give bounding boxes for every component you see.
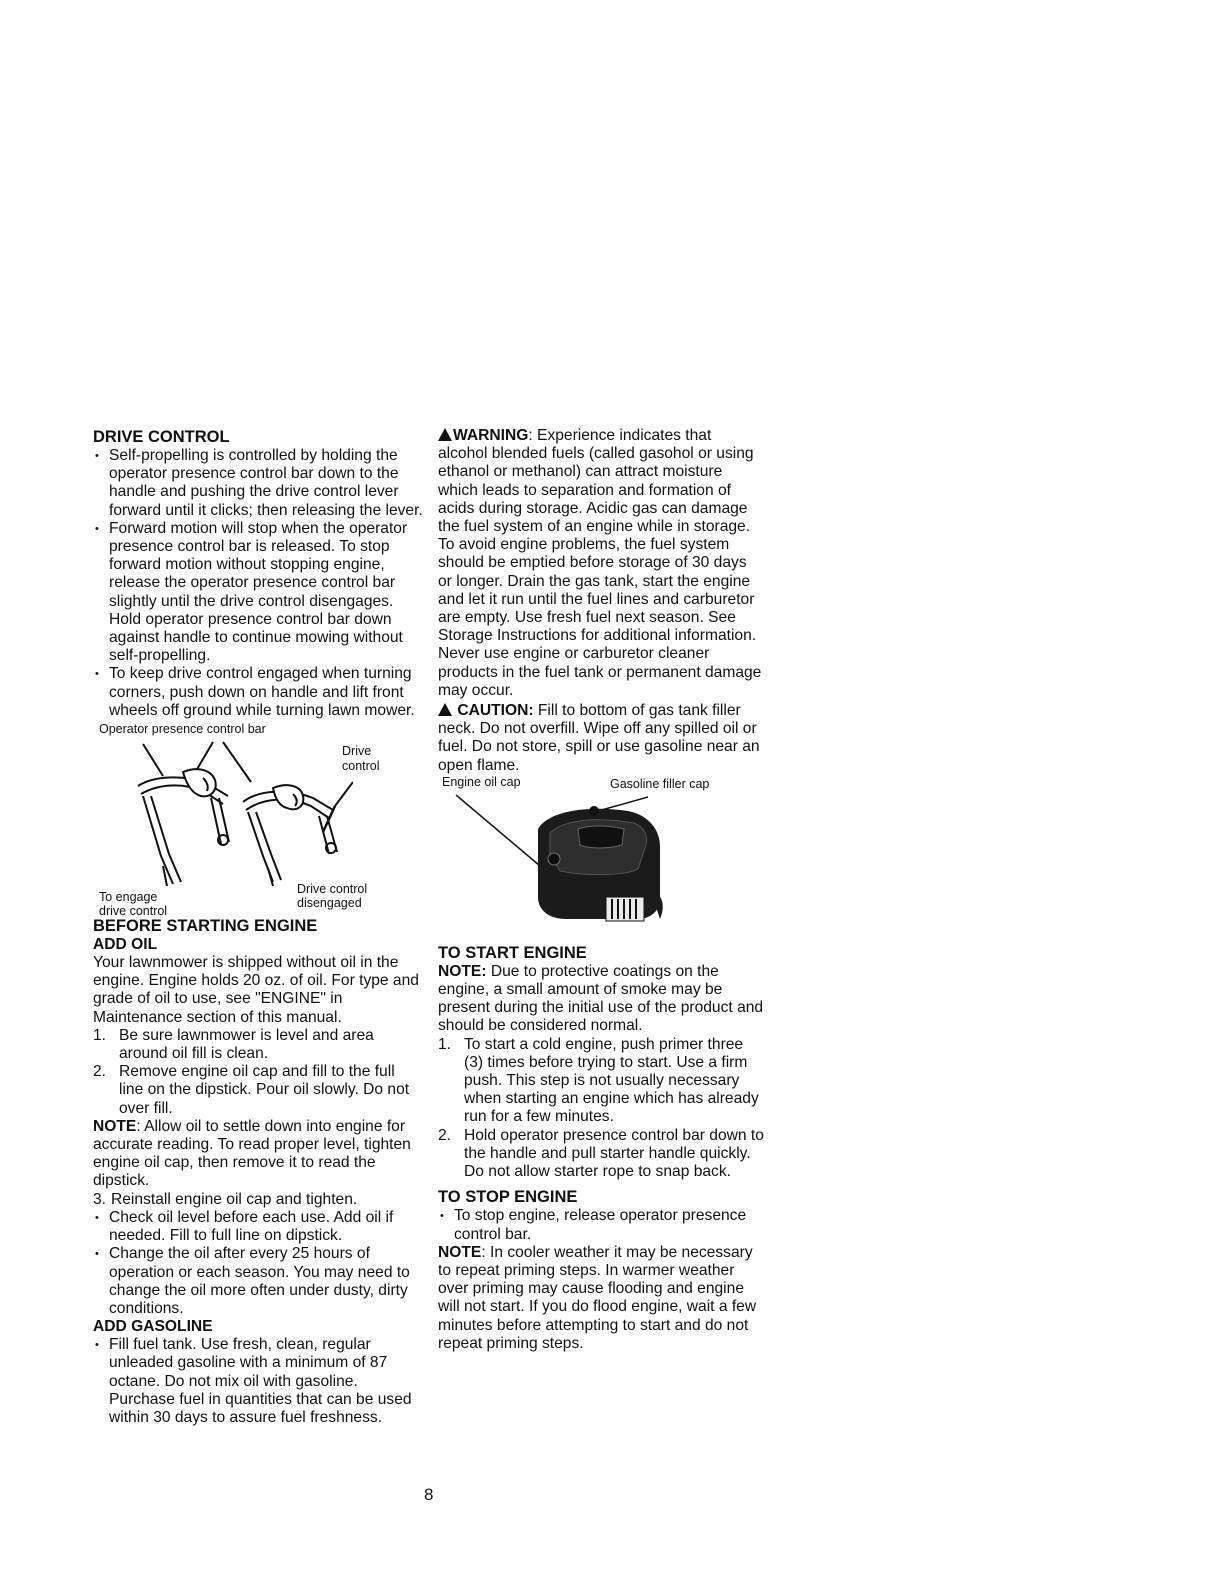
note-label: NOTE bbox=[93, 1117, 137, 1135]
step-number: 2. bbox=[93, 1063, 107, 1081]
step-number: 2. bbox=[438, 1126, 452, 1144]
engage-label-2: drive control bbox=[99, 904, 168, 919]
step-number: 1. bbox=[438, 1035, 452, 1053]
step-text: Hold operator presence control bar down to the handle and pull starter handle quickly. Do not allow starter rope to snap back. bbox=[464, 1126, 764, 1181]
list-item bbox=[93, 1063, 423, 1118]
list-item: • Self-propelling is controlled by holding the operator presence control bar down to the handle and pushing the drive control lever forward until it clicks; then releasing the lever. bbox=[93, 447, 423, 520]
operator-bar-label: Operator presence control bar bbox=[99, 722, 266, 737]
to-start-note bbox=[438, 963, 764, 1036]
step-text: Remove engine oil cap and fill to the full line on the dipstick. Pour oil slowly. Do not over fill. bbox=[119, 1063, 410, 1117]
to-start-steps bbox=[438, 1036, 764, 1182]
step-text: Reinstall engine oil cap and tighten. bbox=[111, 1190, 358, 1208]
left-column bbox=[93, 427, 423, 1427]
add-oil-steps bbox=[93, 1027, 423, 1118]
step-number: 3. bbox=[93, 1190, 107, 1208]
warning-text: : Experience indicates that alcohol blended fuels (called gasohol or using ethanol or methanol) can attract moisture which leads to separation and formation of acids during storage. Acidic gas can damage the fuel system of an engine while in storage. To avoid engine problems, the fuel system should be emptied before storage of 30 days or longer. Drain the gas tank, start the engine and let it run until the fuel lines and carburetor are empty. Use fresh fuel next season. See Storage Instructions for additional information. Never use engine or carburetor cleaner products in the fuel tank or permanent damage may occur. bbox=[438, 427, 762, 699]
list-item: • Change the oil after every 25 hours of operation or each season. You may need to change the oil more often under dusty, dirty conditions. bbox=[93, 1245, 423, 1318]
handle-figure bbox=[93, 722, 423, 918]
list-item bbox=[93, 1027, 423, 1063]
caution-icon bbox=[438, 703, 452, 716]
list-item: • To keep drive control engaged when turning corners, push down on handle and lift front wheels off ground while turning lawn mower. bbox=[93, 665, 423, 720]
list-item: • Check oil level before each use. Add oil if needed. Fill to full line on dipstick. bbox=[93, 1209, 423, 1245]
engine-oil-cap-label: Engine oil cap bbox=[442, 774, 521, 789]
add-oil-bullets bbox=[93, 1209, 423, 1318]
caution-block bbox=[438, 702, 764, 775]
add-oil-note bbox=[93, 1118, 423, 1191]
before-starting-heading: BEFORE STARTING ENGINE bbox=[93, 917, 318, 936]
to-stop-bullets bbox=[438, 1207, 764, 1243]
note-label: NOTE: bbox=[438, 962, 487, 980]
list-item bbox=[93, 1191, 423, 1209]
engine-illustration bbox=[438, 789, 738, 939]
note-text: : In cooler weather it may be necessary to repeat priming steps. In warmer weather over priming may cause flooding and engine will not start. If you do flood engine, wait a few minutes before attempting to start and do not repeat priming steps. bbox=[438, 1243, 757, 1352]
step-text: Be sure lawnmower is level and area around oil fill is clean. bbox=[119, 1026, 374, 1063]
list-item: • Forward motion will stop when the operator presence control bar is released. To stop forward motion without stopping engine, release the operator presence control bar slightly until the drive control disengages. Hold operator presence control bar down against handle to continue mowing without self-propelling. bbox=[93, 520, 423, 666]
step-number: 1. bbox=[93, 1026, 107, 1044]
caution-label: CAUTION: bbox=[457, 702, 534, 720]
drive-control-heading: DRIVE CONTROL bbox=[93, 428, 230, 446]
engage-label-1: To engage bbox=[99, 890, 158, 905]
add-gasoline-heading: ADD GASOLINE bbox=[93, 1318, 213, 1336]
list-item: • To stop engine, release operator presence control bar. bbox=[438, 1207, 764, 1243]
add-oil-heading: ADD OIL bbox=[93, 936, 158, 954]
warning-block bbox=[438, 427, 764, 700]
add-gasoline-bullets bbox=[93, 1336, 423, 1427]
step-text: To start a cold engine, push primer three (3) times before trying to start. Use a firm push. This step is not usually necessary when starting an engine which has already run for a few minutes. bbox=[464, 1035, 759, 1126]
add-oil-step-3 bbox=[93, 1191, 423, 1209]
to-start-heading: TO START ENGINE bbox=[438, 943, 587, 962]
gasoline-filler-cap-label: Gasoline filler cap bbox=[610, 776, 710, 791]
list-item: • Fill fuel tank. Use fresh, clean, regular unleaded gasoline with a minimum of 87 octane. Do not mix oil with gasoline. Purchase fuel in quantities that can be used within 30 days to assure fuel freshness. bbox=[93, 1336, 423, 1427]
list-item bbox=[438, 1036, 764, 1127]
mower-handle-illustration bbox=[123, 736, 353, 886]
right-column bbox=[438, 427, 764, 1353]
list-item bbox=[438, 1127, 764, 1182]
engine-figure bbox=[438, 775, 764, 943]
caution-text: Fill to bottom of gas tank filler neck. Do not overfill. Wipe off any spilled oil or fuel. Do not store, spill or use gasoline near an open flame. bbox=[438, 702, 760, 774]
drive-label-2: control bbox=[342, 759, 380, 774]
to-stop-note bbox=[438, 1244, 764, 1353]
warning-label: WARNING bbox=[453, 427, 529, 444]
drive-label-1: Drive bbox=[342, 744, 372, 759]
note-text: Due to protective coatings on the engine, a small amount of smoke may be present during the initial use of the product and should be considered normal. bbox=[438, 962, 764, 1035]
warning-icon bbox=[438, 428, 452, 441]
page-number: 8 bbox=[424, 1485, 434, 1504]
add-oil-intro: Your lawnmower is shipped without oil in the engine. Engine holds 20 oz. of oil. For type and grade of oil to use, see "ENGINE" in Maintenance section of this manual. bbox=[93, 954, 419, 1026]
note-text: : Allow oil to settle down into engine for accurate reading. To read proper level, tighten engine oil cap, then remove it to read the dipstick. bbox=[93, 1117, 411, 1190]
drive-control-list bbox=[93, 447, 423, 720]
disengaged-label-2: disengaged bbox=[297, 896, 362, 911]
disengaged-label-1: Drive control bbox=[297, 882, 368, 897]
to-stop-heading: TO STOP ENGINE bbox=[438, 1188, 578, 1207]
note-label: NOTE bbox=[438, 1243, 482, 1261]
